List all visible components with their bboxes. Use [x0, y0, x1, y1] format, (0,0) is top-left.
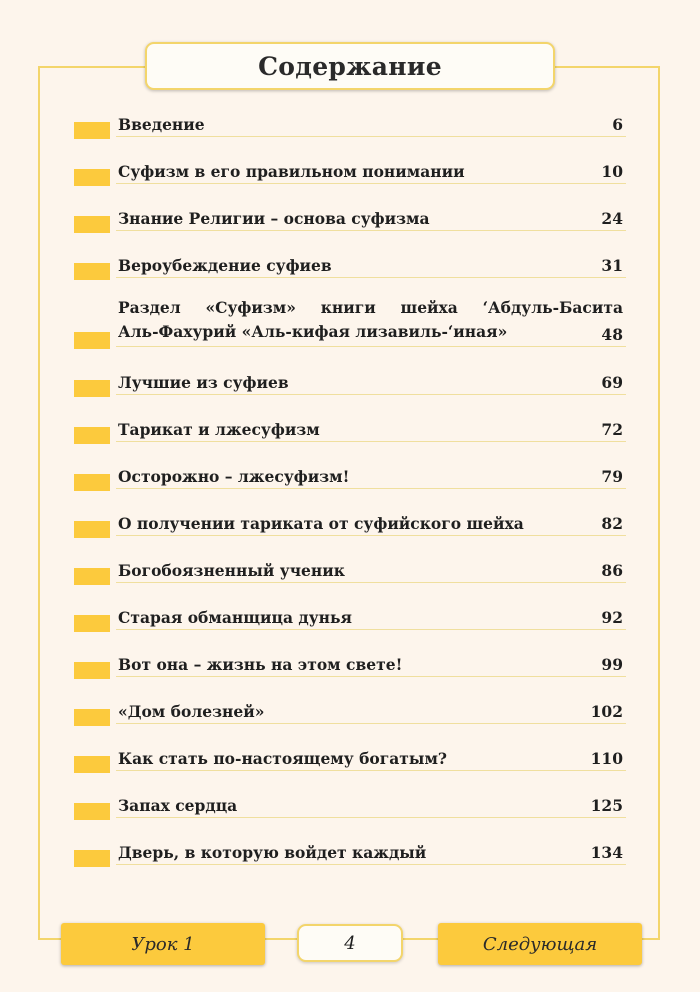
toc-item[interactable] — [0, 414, 700, 444]
toc-item-title: Как стать по-настоящему богатым? — [118, 749, 447, 768]
toc-underline — [116, 817, 626, 818]
toc-item-page: 69 — [601, 373, 623, 392]
toc-item[interactable] — [0, 602, 700, 632]
toc-marker — [74, 615, 110, 632]
toc-underline — [116, 230, 626, 231]
toc-item-title-line: Аль-Фахурий «Аль-кифая лизавиль-‘иная» — [118, 322, 508, 341]
toc-item-title: Вероубеждение суфиев — [118, 256, 332, 275]
toc-item-title: Знание Религии – основа суфизма — [118, 209, 430, 228]
toc-item-title: Суфизм в его правильном понимании — [118, 162, 465, 181]
toc-item[interactable] — [0, 297, 700, 349]
toc-underline — [116, 629, 626, 630]
toc-marker — [74, 427, 110, 444]
toc-item-title: Дверь, в которую войдет каждый — [118, 843, 427, 862]
next-page-button[interactable]: Следующая — [438, 923, 642, 965]
toc-item-title: О получении тариката от суфийского шейха — [118, 514, 524, 533]
toc-item-page: 79 — [601, 467, 623, 486]
toc-marker — [74, 850, 110, 867]
toc-item-page: 92 — [601, 608, 623, 627]
toc-item-page: 134 — [590, 843, 623, 862]
toc-underline — [116, 394, 626, 395]
toc-item-page: 24 — [601, 209, 623, 228]
toc-item-page: 86 — [601, 561, 623, 580]
toc-underline — [116, 770, 626, 771]
toc-underline — [116, 183, 626, 184]
toc-item-title: Тарикат и лжесуфизм — [118, 420, 320, 439]
toc-underline — [116, 723, 626, 724]
toc-item-page: 102 — [590, 702, 623, 721]
toc-marker — [74, 216, 110, 233]
toc-underline — [116, 582, 626, 583]
page-number: 4 — [297, 924, 403, 962]
toc-item-title: Запах сердца — [118, 796, 238, 815]
toc-item-page: 48 — [601, 325, 623, 344]
toc-item[interactable] — [0, 109, 700, 139]
toc-item-title: Богобоязненный ученик — [118, 561, 345, 580]
toc-item-title: Вот она – жизнь на этом свете! — [118, 655, 403, 674]
toc-item[interactable] — [0, 367, 700, 397]
toc-marker — [74, 662, 110, 679]
toc-item-title: Старая обманщица дунья — [118, 608, 352, 627]
toc-item[interactable] — [0, 743, 700, 773]
toc-underline — [116, 676, 626, 677]
toc-underline — [116, 277, 626, 278]
toc-item[interactable] — [0, 508, 700, 538]
toc-marker — [74, 380, 110, 397]
toc-underline — [116, 441, 626, 442]
toc-item-title — [118, 296, 623, 344]
toc-item[interactable] — [0, 555, 700, 585]
toc-item-page: 31 — [601, 256, 623, 275]
toc-underline — [116, 346, 626, 347]
toc-item-page: 10 — [601, 162, 623, 181]
toc-item-title: «Дом болезней» — [118, 702, 265, 721]
toc-underline — [116, 136, 626, 137]
toc-marker — [74, 122, 110, 139]
toc-marker — [74, 709, 110, 726]
toc-item[interactable] — [0, 649, 700, 679]
toc-item-title: Введение — [118, 115, 205, 134]
toc-item[interactable] — [0, 696, 700, 726]
toc-item[interactable] — [0, 203, 700, 233]
toc-marker — [74, 169, 110, 186]
toc-marker — [74, 568, 110, 585]
toc-marker — [74, 474, 110, 491]
toc-item-title: Осторожно – лжесуфизм! — [118, 467, 350, 486]
toc-underline — [116, 488, 626, 489]
toc-item-page: 72 — [601, 420, 623, 439]
title-box — [145, 42, 555, 90]
toc-item-page: 6 — [612, 115, 623, 134]
toc-marker — [74, 521, 110, 538]
toc-marker — [74, 332, 110, 349]
toc-item[interactable] — [0, 250, 700, 280]
toc-item-page: 99 — [601, 655, 623, 674]
toc-underline — [116, 535, 626, 536]
toc-item-page: 82 — [601, 514, 623, 533]
toc-item-title-line: Раздел «Суфизм» книги шейха ‘Абдуль-Басита — [118, 298, 623, 317]
toc-underline — [116, 864, 626, 865]
toc-marker — [74, 803, 110, 820]
toc-item-page: 125 — [590, 796, 623, 815]
prev-lesson-button[interactable]: Урок 1 — [61, 923, 265, 965]
toc-marker — [74, 756, 110, 773]
toc-item[interactable] — [0, 790, 700, 820]
page-title: Содержание — [258, 51, 442, 81]
toc-item[interactable] — [0, 837, 700, 867]
toc-item[interactable] — [0, 461, 700, 491]
toc-marker — [74, 263, 110, 280]
toc-item[interactable] — [0, 156, 700, 186]
toc-item-title: Лучшие из суфиев — [118, 373, 289, 392]
toc-item-page: 110 — [590, 749, 623, 768]
